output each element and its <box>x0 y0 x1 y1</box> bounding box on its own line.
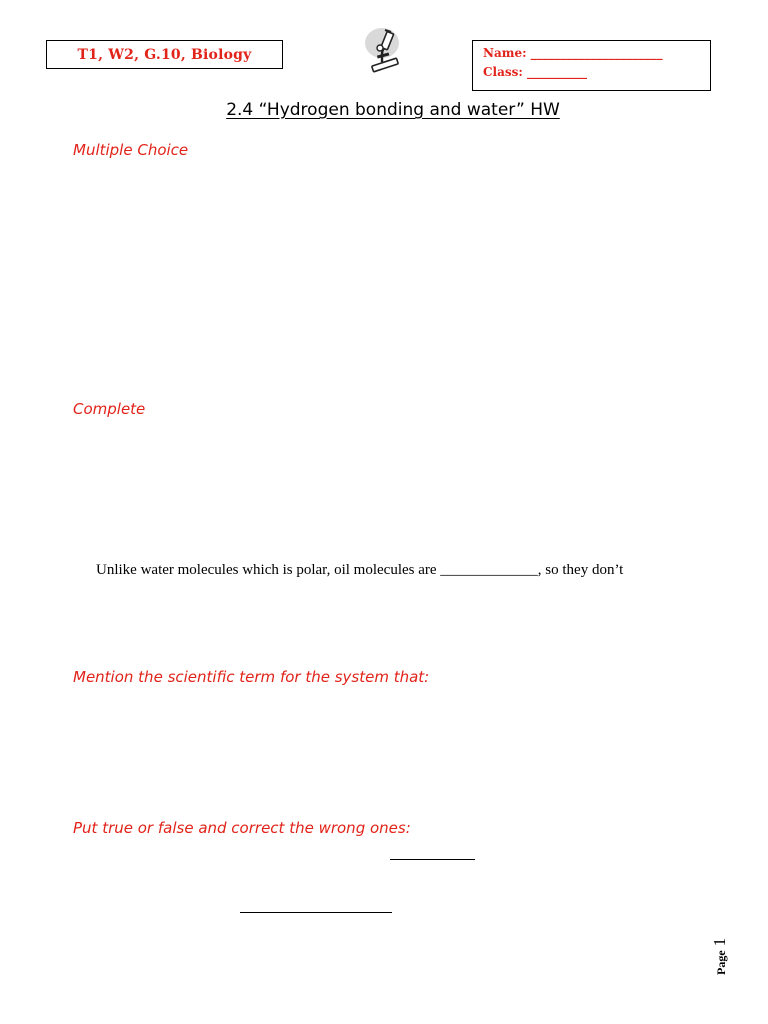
true-false-heading: Put true or false and correct the wrong ones: <box>73 819 411 837</box>
microscope-icon <box>360 26 406 74</box>
multiple-choice-heading: Multiple Choice <box>73 141 189 159</box>
complete-sentence: Unlike water molecules which is polar, oil molecules are _____________, so they don’t <box>96 562 624 578</box>
answer-blank[interactable] <box>390 859 475 860</box>
mention-heading: Mention the scientific term for the system that: <box>73 668 430 686</box>
page-digit: 1 <box>710 937 729 947</box>
course-label: T1, W2, G.10, Biology <box>77 46 252 63</box>
student-info-box <box>472 40 711 91</box>
page-title: 2.4 “Hydrogen bonding and water” HW <box>226 100 560 120</box>
page-number <box>710 938 730 975</box>
complete-heading: Complete <box>73 400 146 418</box>
answer-blank[interactable] <box>240 912 392 913</box>
class-field[interactable]: Class: __________ <box>483 65 588 79</box>
page-word: Page <box>714 950 728 975</box>
course-label-box <box>46 40 283 69</box>
name-field[interactable]: Name: ______________________ <box>483 46 663 60</box>
